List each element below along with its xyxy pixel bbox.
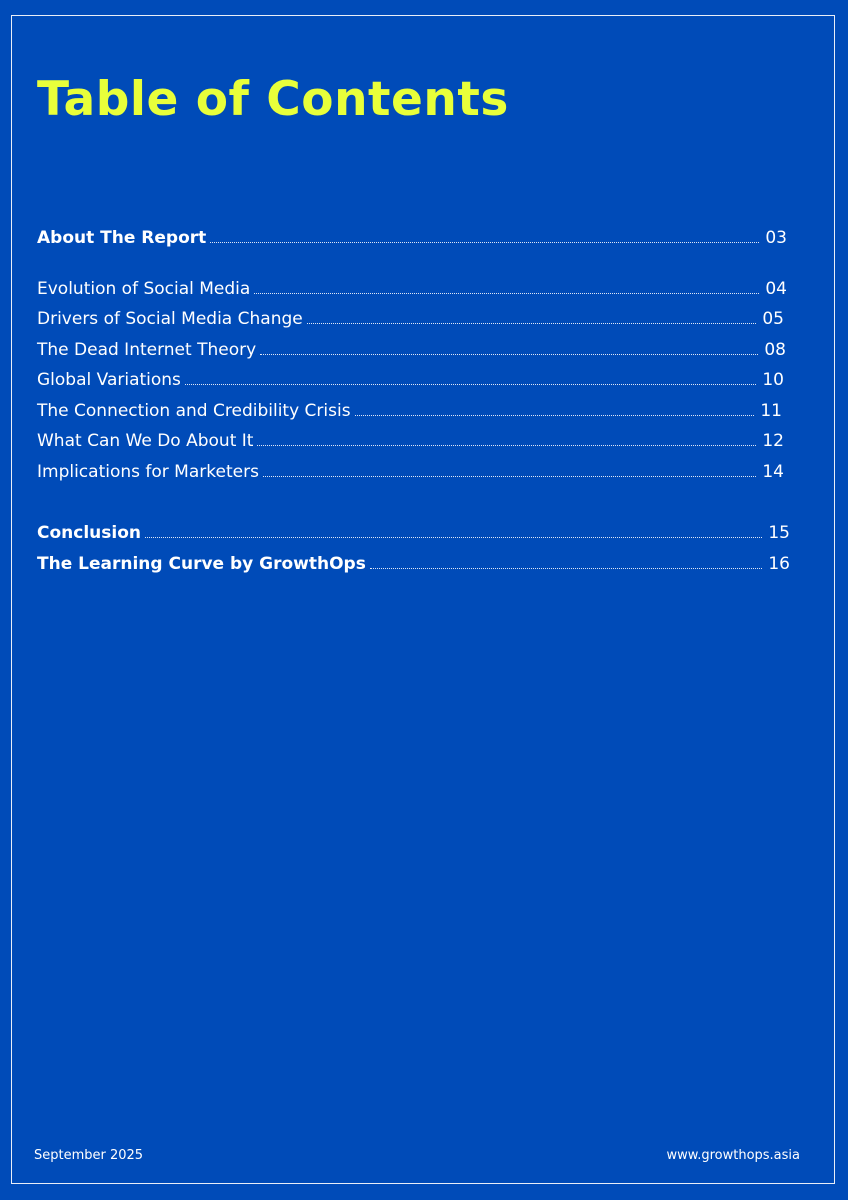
toc-entry-label: Evolution of Social Media	[37, 279, 251, 299]
toc-entry-label: The Learning Curve by GrowthOps	[37, 554, 366, 574]
page-title: Table of Contents	[37, 72, 509, 127]
toc-entry-the-dead-internet-theory[interactable]	[37, 339, 786, 361]
toc-entry-page: 10	[762, 370, 784, 390]
toc-entry-conclusion[interactable]	[37, 522, 790, 544]
toc-entry-page: 04	[765, 279, 787, 299]
page-border	[11, 15, 835, 1184]
dot-leader	[257, 445, 756, 446]
toc-entry-page: 15	[768, 523, 790, 543]
toc-entry-label: The Connection and Credibility Crisis	[37, 401, 351, 421]
dot-leader	[260, 354, 758, 355]
toc-entry-label: About The Report	[37, 228, 207, 248]
toc-entry-page: 16	[768, 554, 790, 574]
toc-entry-label: What Can We Do About It	[37, 431, 254, 451]
dot-leader	[145, 537, 762, 538]
toc-entry-page: 14	[762, 462, 784, 482]
toc-entry-page: 05	[762, 309, 784, 329]
toc-entry-the-learning-curve-by-growthops[interactable]	[37, 553, 790, 575]
toc-entry-label: Conclusion	[37, 523, 141, 543]
toc-entry-evolution-of-social-media[interactable]	[37, 278, 787, 300]
toc-entry-page: 11	[760, 401, 782, 421]
footer-website-link[interactable]: www.growthops.asia	[666, 1148, 800, 1163]
toc-entry-label: The Dead Internet Theory	[37, 340, 257, 360]
dot-leader	[210, 242, 759, 243]
dot-leader	[185, 384, 756, 385]
dot-leader	[355, 415, 755, 416]
toc-entry-page: 03	[765, 228, 787, 248]
dot-leader	[254, 293, 759, 294]
footer-date: September 2025	[34, 1148, 144, 1163]
toc-entry-label: Global Variations	[37, 370, 181, 390]
toc-entry-label: Implications for Marketers	[37, 462, 259, 482]
toc-entry-the-connection-and-credibility-crisis[interactable]	[37, 400, 782, 422]
toc-entry-global-variations[interactable]	[37, 369, 784, 391]
dot-leader	[370, 568, 763, 569]
dot-leader	[263, 476, 756, 477]
toc-entry-label: Drivers of Social Media Change	[37, 309, 303, 329]
toc-entry-implications-for-marketers[interactable]	[37, 461, 784, 483]
toc-entry-what-can-we-do-about-it[interactable]	[37, 430, 784, 452]
toc-entry-drivers-of-social-media-change[interactable]	[37, 308, 784, 330]
dot-leader	[307, 323, 757, 324]
toc-entry-page: 08	[764, 340, 786, 360]
toc-entry-page: 12	[762, 431, 784, 451]
toc-entry-about-the-report[interactable]	[37, 227, 787, 249]
